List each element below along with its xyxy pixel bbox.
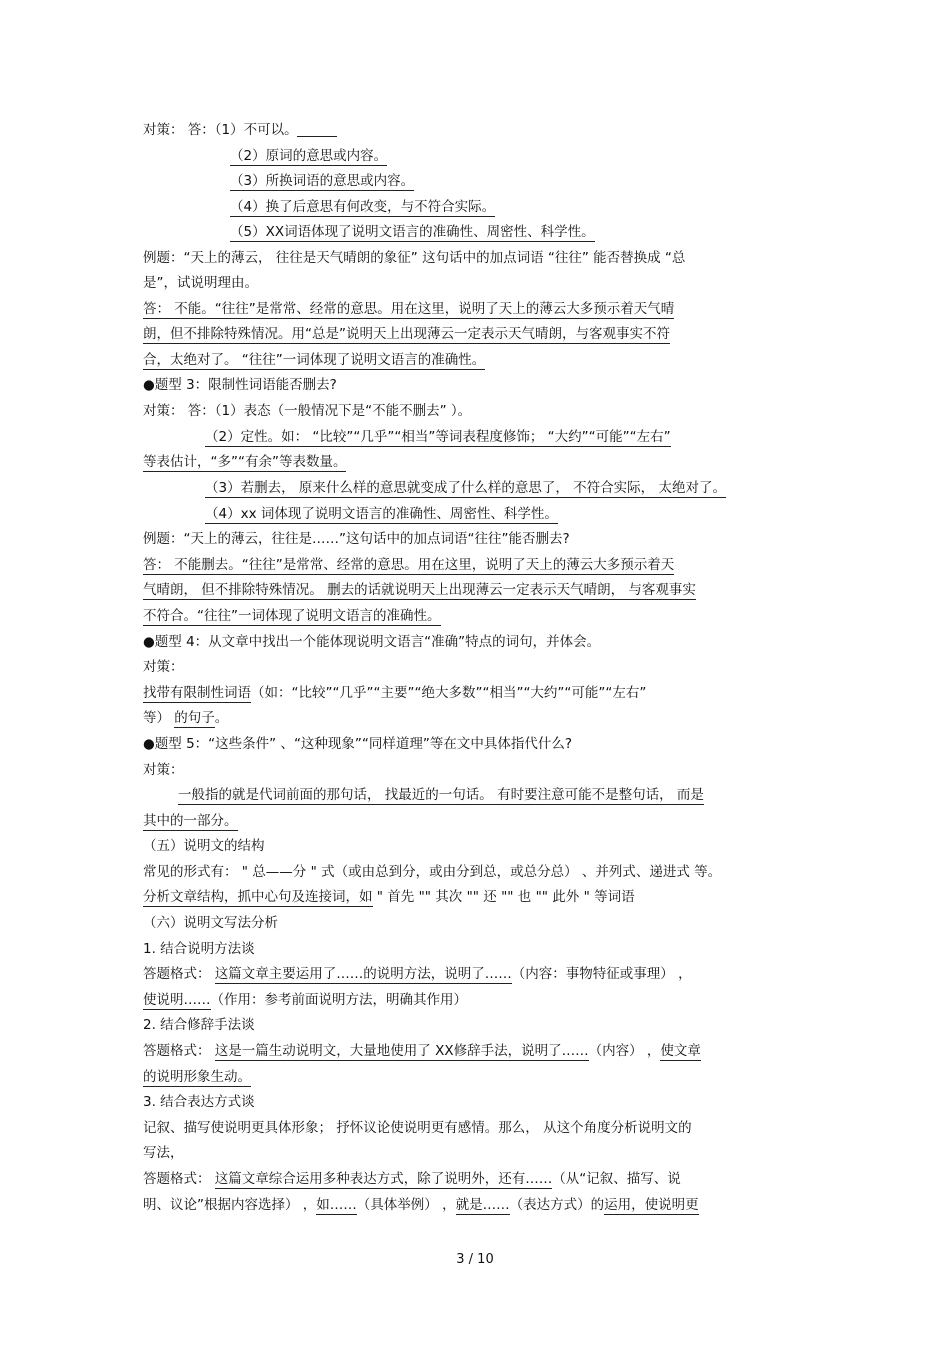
text-span: 使说明…… bbox=[143, 992, 211, 1008]
text-span: 等表估计，“多”“有余”等表数量。 bbox=[143, 454, 347, 470]
text-line bbox=[143, 965, 692, 983]
text-span: 常见的形式有： " 总——分 " 式（或由总到分，或由分到总，或总分总） 、并列式、递进式 等。 bbox=[143, 864, 722, 880]
text-line bbox=[143, 1093, 255, 1111]
text-span: （作用：参考前面说明方法，明确其作用） bbox=[210, 992, 467, 1008]
text-line bbox=[143, 684, 646, 702]
text-span: 分析文章结构，抓中心句及连接词，如 bbox=[143, 889, 373, 905]
text-span: 一般指的就是代词前面的那句话， 找最近的一句话。 有时要注意可能不是整句话， 而是 bbox=[178, 787, 704, 803]
text-span: 。 bbox=[214, 710, 229, 726]
text-span: 答题格式： bbox=[143, 1043, 211, 1059]
text-span: 的句子 bbox=[174, 710, 215, 726]
text-line bbox=[143, 274, 258, 292]
text-span: 运用，使说明更 bbox=[604, 1197, 699, 1213]
text-line bbox=[143, 1042, 701, 1060]
text-span: （从“记叙、描写、说 bbox=[552, 1171, 681, 1187]
text-span: 答题格式： bbox=[143, 1171, 211, 1187]
text-line bbox=[143, 991, 467, 1009]
text-span: 这篇文章主要运用了……的说明方法，说明了…… bbox=[214, 966, 512, 982]
text-line bbox=[143, 1068, 251, 1086]
text-span: （2）原词的意思或内容。 bbox=[230, 148, 388, 164]
text-span: 找带有限制性词语 bbox=[143, 685, 251, 701]
text-line bbox=[143, 376, 337, 394]
text-line bbox=[143, 121, 337, 139]
text-span: ●题型 5：“这些条件” 、“这种现象”“同样道理”等在文中具体指代什么? bbox=[143, 736, 573, 752]
text-span: （4）xx 词体现了说明文语言的准确性、周密性、科学性。 bbox=[205, 506, 558, 522]
text-span: （内容：事物特征或事理） ， bbox=[511, 966, 692, 982]
text-span: 等） bbox=[143, 710, 170, 726]
text-span: （4）换了后意思有何改变，与不符合实际。 bbox=[230, 199, 496, 215]
text-span: 是”，试说明理由。 bbox=[143, 275, 258, 291]
text-line bbox=[143, 709, 228, 727]
text-span: 明、议论”根据内容选择） ， bbox=[143, 1197, 317, 1213]
text-line bbox=[143, 351, 485, 369]
text-span: 对策： bbox=[143, 659, 184, 675]
text-line bbox=[178, 786, 704, 804]
text-line bbox=[205, 479, 726, 497]
text-span: （具体举例） ， bbox=[356, 1197, 456, 1213]
text-span: （5）XX词语体现了说明文语言的准确性、周密性、科学性。 bbox=[230, 224, 595, 240]
text-span: 合，太绝对了。 “往往”一词体现了说明文语言的准确性。 bbox=[143, 352, 486, 368]
text-span: 答： 不能删去。“往往”是常常、经常的意思。用在这里，说明了天上的薄云大多预示着天 bbox=[143, 557, 675, 573]
text-span: 气晴朗， 但不排除特殊情况。 删去的话就说明天上出现薄云一定表示天气晴朗， 与客观事实 bbox=[143, 582, 696, 598]
text-line bbox=[143, 300, 674, 318]
text-span: 如…… bbox=[316, 1197, 357, 1213]
text-span: 记叙、描写使说明更具体形象； 抒怀议论使说明更有感情。那么， 从这个角度分析说明文的 bbox=[143, 1120, 692, 1136]
text-line bbox=[143, 581, 696, 599]
text-line bbox=[143, 863, 721, 881]
text-line bbox=[143, 402, 471, 420]
text-span: 1. 结合说明方法谈 bbox=[143, 941, 255, 957]
underline bbox=[297, 122, 337, 137]
text-span: 这篇文章综合运用多种表达方式，除了说明外，还有…… bbox=[214, 1171, 553, 1187]
text-line bbox=[143, 888, 635, 906]
text-line bbox=[143, 940, 255, 958]
text-span: （六）说明文写法分析 bbox=[143, 915, 278, 931]
text-span: ●题型 3：限制性词语能否删去? bbox=[143, 377, 337, 393]
text-span: （如：“比较”“几乎”“主要”“绝大多数”“相当”“大约”“可能”“左右” bbox=[251, 685, 647, 701]
text-span: 例题：“天上的薄云， 往往是天气晴朗的象征” 这句话中的加点词语 “往往” 能否替换成 “总 bbox=[143, 250, 686, 266]
text-span: （表达方式）的 bbox=[509, 1197, 605, 1213]
text-line bbox=[143, 453, 346, 471]
text-line bbox=[230, 198, 495, 216]
text-span: 答： 不能。“往往”是常常、经常的意思。用在这里，说明了天上的薄云大多预示着天气晴 bbox=[143, 301, 675, 317]
text-line bbox=[143, 812, 238, 830]
text-span: 使文章 bbox=[660, 1043, 701, 1059]
text-span: 其中的一部分。 bbox=[143, 813, 238, 829]
text-line bbox=[143, 1170, 681, 1188]
text-line bbox=[143, 530, 570, 548]
text-line bbox=[143, 556, 674, 574]
text-span: 对策： 答：（1）不可以。 bbox=[143, 122, 298, 138]
text-line bbox=[143, 1016, 255, 1034]
text-span: 例题：“天上的薄云，往往是……”这句话中的加点词语“往往”能否删去? bbox=[143, 531, 570, 547]
text-span: 这是一篇生动说明文，大量地使用了 XX修辞手法，说明了…… bbox=[214, 1043, 589, 1059]
text-line bbox=[143, 735, 572, 753]
text-span: 对策： 答：（1）表态（一般情况下是“不能不删去” ）。 bbox=[143, 403, 472, 419]
text-span: 3. 结合表达方式谈 bbox=[143, 1094, 255, 1110]
text-span: （内容） ， bbox=[588, 1043, 661, 1059]
text-span: 对策： bbox=[143, 762, 184, 778]
text-line bbox=[205, 505, 558, 523]
text-line bbox=[143, 249, 685, 267]
text-span: （3）所换词语的意思或内容。 bbox=[230, 173, 415, 189]
text-span: （2）定性。如： “比较”“几乎”“相当”等词表程度修饰； “大约”“可能”“左右” bbox=[205, 429, 671, 445]
text-line bbox=[143, 837, 265, 855]
text-line bbox=[205, 428, 671, 446]
page-number: 3 / 10 bbox=[456, 1252, 494, 1267]
text-span: 写法， bbox=[143, 1145, 184, 1161]
text-span: 2. 结合修辞手法谈 bbox=[143, 1017, 255, 1033]
text-line bbox=[143, 914, 278, 932]
text-line bbox=[143, 658, 184, 676]
text-span: 就是…… bbox=[455, 1197, 510, 1213]
text-span: 不符合。“往往”一词体现了说明文语言的准确性。 bbox=[143, 608, 441, 624]
text-line bbox=[143, 325, 670, 343]
text-span: 答题格式： bbox=[143, 966, 211, 982]
text-line bbox=[143, 633, 600, 651]
text-line bbox=[143, 1196, 699, 1214]
text-line bbox=[230, 223, 595, 241]
text-span: ●题型 4：从文章中找出一个能体现说明文语言“准确”特点的词句，并体会。 bbox=[143, 634, 601, 650]
text-line bbox=[143, 761, 184, 779]
text-span: " 首先 "" 其次 "" 还 "" 也 "" 此外 " 等词语 bbox=[372, 889, 635, 905]
text-span: （五）说明文的结构 bbox=[143, 838, 265, 854]
text-line bbox=[230, 172, 414, 190]
text-span: （3）若删去， 原来什么样的意思就变成了什么样的意思了， 不符合实际， 太绝对了。 bbox=[205, 480, 726, 496]
text-span: 朗，但不排除特殊情况。用“总是”说明天上出现薄云一定表示天气晴朗，与客观事实不符 bbox=[143, 326, 670, 342]
text-line bbox=[143, 1119, 692, 1137]
text-line bbox=[143, 1144, 184, 1162]
text-line bbox=[230, 147, 387, 165]
text-span: 的说明形象生动。 bbox=[143, 1069, 251, 1085]
text-line bbox=[143, 607, 441, 625]
